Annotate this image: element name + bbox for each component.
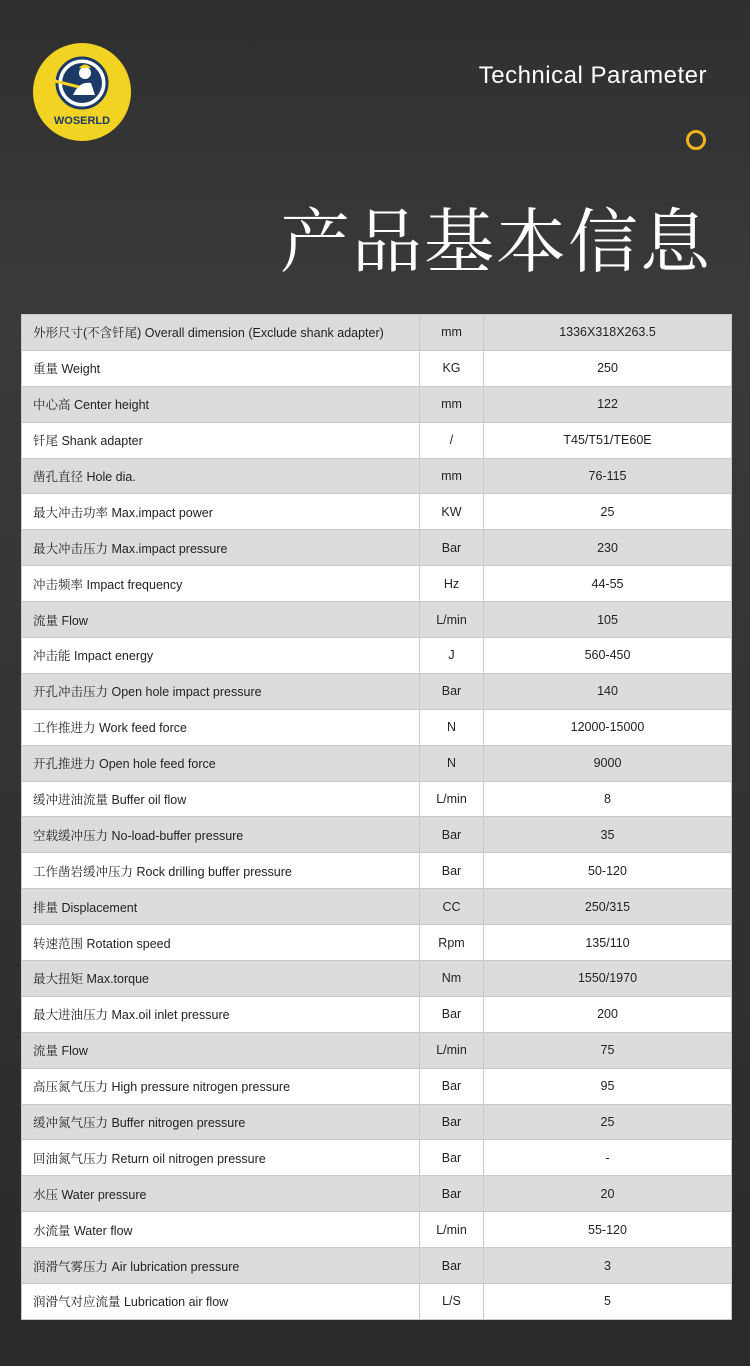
param-value-cell: 230 xyxy=(484,530,732,566)
ring-decoration-icon xyxy=(686,130,706,150)
param-name-cell: 流量 Flow xyxy=(22,1032,420,1068)
param-name-cell: 水流量 Water flow xyxy=(22,1212,420,1248)
table-row xyxy=(22,386,732,422)
param-name-cell: 最大进油压力 Max.oil inlet pressure xyxy=(22,996,420,1032)
param-unit-cell: Bar xyxy=(420,1176,484,1212)
table-row xyxy=(22,1032,732,1068)
param-unit-cell: Bar xyxy=(420,530,484,566)
param-unit-cell: L/min xyxy=(420,781,484,817)
param-value-cell: 122 xyxy=(484,386,732,422)
param-unit-cell: KG xyxy=(420,350,484,386)
param-name-cell: 冲击频率 Impact frequency xyxy=(22,566,420,602)
param-value-cell: 76-115 xyxy=(484,458,732,494)
param-value-cell: 95 xyxy=(484,1068,732,1104)
table-row xyxy=(22,781,732,817)
param-name-cell: 转速范围 Rotation speed xyxy=(22,925,420,961)
param-value-cell: 3 xyxy=(484,1248,732,1284)
param-name-cell: 中心高 Center height xyxy=(22,386,420,422)
param-name-cell: 空载缓冲压力 No-load-buffer pressure xyxy=(22,817,420,853)
param-unit-cell: KW xyxy=(420,494,484,530)
param-unit-cell: L/S xyxy=(420,1284,484,1320)
table-row xyxy=(22,961,732,997)
param-name-cell: 润滑气对应流量 Lubrication air flow xyxy=(22,1284,420,1320)
param-name-cell: 凿孔直径 Hole dia. xyxy=(22,458,420,494)
table-row xyxy=(22,1068,732,1104)
param-value-cell: 20 xyxy=(484,1176,732,1212)
table-row xyxy=(22,458,732,494)
table-row xyxy=(22,1284,732,1320)
param-unit-cell: Bar xyxy=(420,673,484,709)
param-value-cell: 135/110 xyxy=(484,925,732,961)
param-unit-cell: L/min xyxy=(420,1032,484,1068)
param-name-cell: 排量 Displacement xyxy=(22,889,420,925)
param-unit-cell: L/min xyxy=(420,1212,484,1248)
param-unit-cell: J xyxy=(420,638,484,674)
param-name-cell: 水压 Water pressure xyxy=(22,1176,420,1212)
param-unit-cell: Bar xyxy=(420,1068,484,1104)
param-name-cell: 工作推进力 Work feed force xyxy=(22,709,420,745)
param-unit-cell: Bar xyxy=(420,817,484,853)
table-row xyxy=(22,853,732,889)
param-unit-cell: Rpm xyxy=(420,925,484,961)
param-value-cell: 140 xyxy=(484,673,732,709)
param-unit-cell: Nm xyxy=(420,961,484,997)
param-unit-cell: N xyxy=(420,745,484,781)
param-unit-cell: mm xyxy=(420,315,484,351)
table-row xyxy=(22,745,732,781)
table-row xyxy=(22,1212,732,1248)
parameter-table-body xyxy=(22,315,732,1320)
param-value-cell: 9000 xyxy=(484,745,732,781)
table-row xyxy=(22,996,732,1032)
param-unit-cell: Bar xyxy=(420,996,484,1032)
param-name-cell: 最大扭矩 Max.torque xyxy=(22,961,420,997)
param-value-cell: 250/315 xyxy=(484,889,732,925)
param-name-cell: 缓冲进油流量 Buffer oil flow xyxy=(22,781,420,817)
table-row xyxy=(22,1176,732,1212)
table-row xyxy=(22,422,732,458)
table-row xyxy=(22,602,732,638)
param-value-cell: 12000-15000 xyxy=(484,709,732,745)
param-value-cell: 5 xyxy=(484,1284,732,1320)
param-value-cell: 250 xyxy=(484,350,732,386)
table-row xyxy=(22,530,732,566)
param-value-cell: - xyxy=(484,1140,732,1176)
param-unit-cell: Bar xyxy=(420,1140,484,1176)
table-row xyxy=(22,1140,732,1176)
param-unit-cell: mm xyxy=(420,386,484,422)
param-value-cell: 44-55 xyxy=(484,566,732,602)
param-unit-cell: CC xyxy=(420,889,484,925)
table-row xyxy=(22,638,732,674)
table-row xyxy=(22,566,732,602)
brand-logo xyxy=(33,43,131,141)
param-name-cell: 流量 Flow xyxy=(22,602,420,638)
param-unit-cell: mm xyxy=(420,458,484,494)
param-unit-cell: / xyxy=(420,422,484,458)
table-row xyxy=(22,1104,732,1140)
param-unit-cell: Bar xyxy=(420,1248,484,1284)
param-name-cell: 高压氮气压力 High pressure nitrogen pressure xyxy=(22,1068,420,1104)
param-name-cell: 最大冲击压力 Max.impact pressure xyxy=(22,530,420,566)
table-row xyxy=(22,315,732,351)
param-value-cell: T45/T51/TE60E xyxy=(484,422,732,458)
param-value-cell: 8 xyxy=(484,781,732,817)
table-row xyxy=(22,494,732,530)
table-row xyxy=(22,817,732,853)
param-name-cell: 开孔冲击压力 Open hole impact pressure xyxy=(22,673,420,709)
page-subtitle: Technical Parameter xyxy=(478,62,707,89)
param-unit-cell: L/min xyxy=(420,602,484,638)
table-row xyxy=(22,673,732,709)
table-row xyxy=(22,350,732,386)
brand-name: WOSERLD xyxy=(53,115,111,127)
page-title: 产品基本信息 xyxy=(280,201,712,283)
param-value-cell: 105 xyxy=(484,602,732,638)
param-name-cell: 冲击能 Impact energy xyxy=(22,638,420,674)
param-value-cell: 55-120 xyxy=(484,1212,732,1248)
table-row xyxy=(22,925,732,961)
param-name-cell: 缓冲氮气压力 Buffer nitrogen pressure xyxy=(22,1104,420,1140)
param-name-cell: 开孔推进力 Open hole feed force xyxy=(22,745,420,781)
param-name-cell: 最大冲击功率 Max.impact power xyxy=(22,494,420,530)
table-row xyxy=(22,709,732,745)
param-name-cell: 钎尾 Shank adapter xyxy=(22,422,420,458)
table-row xyxy=(22,1248,732,1284)
param-name-cell: 工作凿岩缓冲压力 Rock drilling buffer pressure xyxy=(22,853,420,889)
param-unit-cell: Hz xyxy=(420,566,484,602)
param-value-cell: 1550/1970 xyxy=(484,961,732,997)
param-value-cell: 25 xyxy=(484,1104,732,1140)
param-value-cell: 560-450 xyxy=(484,638,732,674)
param-name-cell: 重量 Weight xyxy=(22,350,420,386)
param-name-cell: 外形尺寸(不含钎尾) Overall dimension (Exclude shank adapter) xyxy=(22,315,420,351)
param-name-cell: 润滑气雾压力 Air lubrication pressure xyxy=(22,1248,420,1284)
parameter-table xyxy=(21,314,732,1320)
param-unit-cell: Bar xyxy=(420,853,484,889)
param-value-cell: 200 xyxy=(484,996,732,1032)
param-value-cell: 25 xyxy=(484,494,732,530)
param-value-cell: 75 xyxy=(484,1032,732,1068)
param-value-cell: 35 xyxy=(484,817,732,853)
table-row xyxy=(22,889,732,925)
param-unit-cell: N xyxy=(420,709,484,745)
param-unit-cell: Bar xyxy=(420,1104,484,1140)
param-name-cell: 回油氮气压力 Return oil nitrogen pressure xyxy=(22,1140,420,1176)
param-value-cell: 1336X318X263.5 xyxy=(484,315,732,351)
param-value-cell: 50-120 xyxy=(484,853,732,889)
